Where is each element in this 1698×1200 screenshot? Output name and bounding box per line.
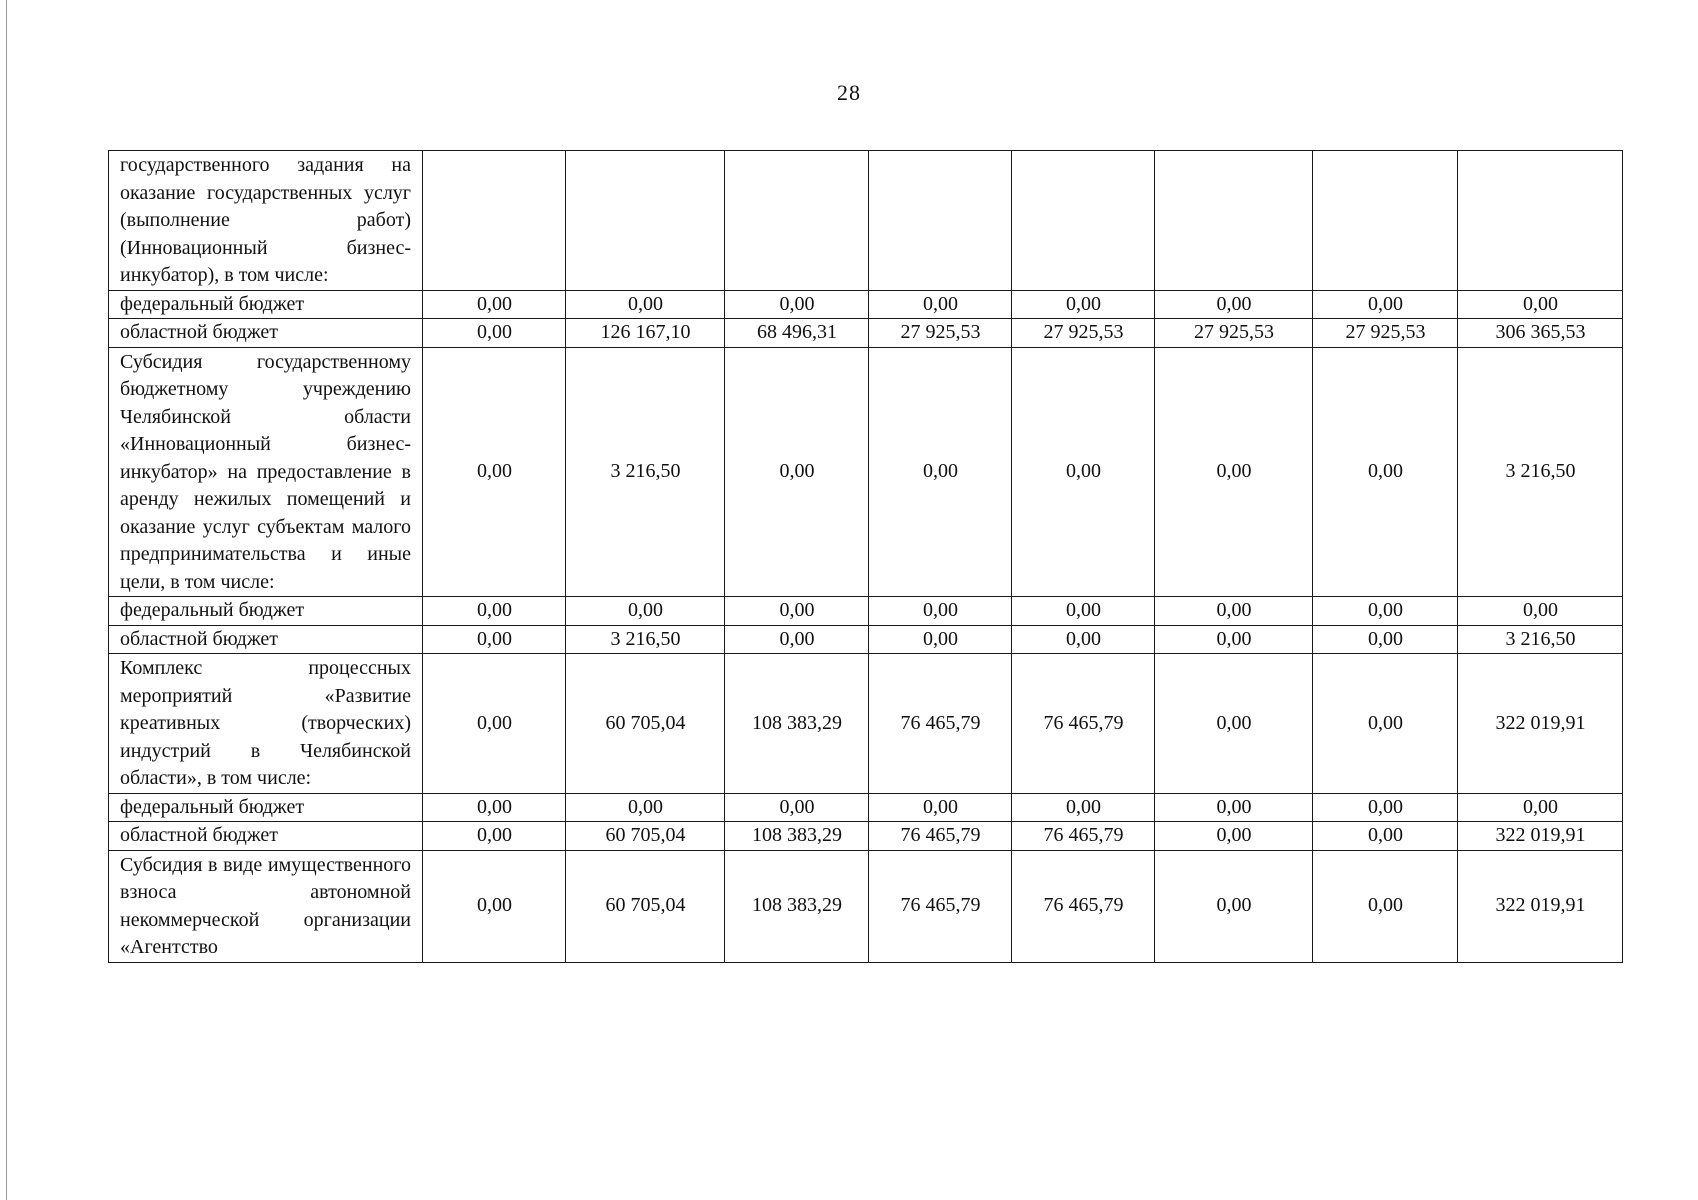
table-cell (1313, 151, 1458, 291)
table-row (109, 793, 1623, 822)
table-cell: 76 465,79 (869, 822, 1012, 851)
table-cell: 322 019,91 (1458, 654, 1623, 794)
table-cell: 306 365,53 (1458, 319, 1623, 348)
table-cell: 3 216,50 (1458, 347, 1623, 597)
table-cell: 0,00 (869, 625, 1012, 654)
table-cell (869, 151, 1012, 291)
table-cell: 0,00 (725, 625, 869, 654)
table-cell: 0,00 (1313, 347, 1458, 597)
table-cell (566, 151, 725, 291)
table-cell: 3 216,50 (566, 347, 725, 597)
table-cell: 108 383,29 (725, 850, 869, 962)
table-cell: 0,00 (1313, 793, 1458, 822)
table-cell: 0,00 (566, 793, 725, 822)
table-cell: 60 705,04 (566, 850, 725, 962)
row-label: областной бюджет (109, 822, 423, 851)
row-label: Субсидия в виде имущественного взноса автономной некоммерческой организации «Агентство (109, 850, 423, 962)
table-cell: 76 465,79 (1012, 850, 1155, 962)
table-row (109, 850, 1623, 962)
budget-table (108, 150, 1623, 963)
table-cell: 0,00 (1155, 625, 1313, 654)
table-cell: 0,00 (869, 597, 1012, 626)
row-label: федеральный бюджет (109, 597, 423, 626)
table-cell: 0,00 (1313, 850, 1458, 962)
table-cell: 27 925,53 (1012, 319, 1155, 348)
table-cell: 60 705,04 (566, 822, 725, 851)
table-cell: 0,00 (1458, 793, 1623, 822)
table-cell: 27 925,53 (1155, 319, 1313, 348)
table-row (109, 347, 1623, 597)
table-cell: 126 167,10 (566, 319, 725, 348)
table-row (109, 151, 1623, 291)
table-cell: 76 465,79 (1012, 654, 1155, 794)
row-label: областной бюджет (109, 319, 423, 348)
table-cell: 108 383,29 (725, 654, 869, 794)
table-cell: 0,00 (1012, 625, 1155, 654)
table-cell: 0,00 (1155, 654, 1313, 794)
table-cell: 0,00 (869, 793, 1012, 822)
table-cell: 27 925,53 (869, 319, 1012, 348)
row-label: федеральный бюджет (109, 793, 423, 822)
table-cell (1458, 151, 1623, 291)
table-cell: 0,00 (566, 290, 725, 319)
table-cell: 0,00 (1313, 822, 1458, 851)
table-cell: 108 383,29 (725, 822, 869, 851)
table-cell: 0,00 (423, 290, 566, 319)
table-cell: 0,00 (1458, 290, 1623, 319)
table-cell: 3 216,50 (566, 625, 725, 654)
table-cell: 3 216,50 (1458, 625, 1623, 654)
table-cell: 0,00 (423, 597, 566, 626)
row-label: государственного задания на оказание государственных услуг (выполнение работ) (Инновационный бизнес-инкубатор), в том числе: (109, 151, 423, 291)
table-cell: 0,00 (423, 654, 566, 794)
row-label: Комплекс процессных мероприятий «Развитие креативных (творческих) индустрий в Челябинской области», в том числе: (109, 654, 423, 794)
table-cell (1012, 151, 1155, 291)
table-cell: 76 465,79 (869, 850, 1012, 962)
table-cell: 0,00 (1155, 347, 1313, 597)
table-row (109, 822, 1623, 851)
table-cell: 0,00 (869, 290, 1012, 319)
table-cell: 0,00 (725, 597, 869, 626)
table-cell: 322 019,91 (1458, 850, 1623, 962)
table-row (109, 290, 1623, 319)
table-cell: 0,00 (423, 347, 566, 597)
table-cell: 0,00 (1155, 793, 1313, 822)
table-cell: 0,00 (1313, 654, 1458, 794)
table-cell: 0,00 (725, 793, 869, 822)
table-cell: 60 705,04 (566, 654, 725, 794)
table-cell: 322 019,91 (1458, 822, 1623, 851)
table-cell: 0,00 (423, 625, 566, 654)
table-cell: 0,00 (725, 347, 869, 597)
table-cell: 68 496,31 (725, 319, 869, 348)
table-cell: 0,00 (423, 850, 566, 962)
table-cell: 0,00 (869, 347, 1012, 597)
row-label: областной бюджет (109, 625, 423, 654)
table-cell (423, 151, 566, 291)
table-cell: 0,00 (1155, 597, 1313, 626)
table-cell: 76 465,79 (869, 654, 1012, 794)
row-label: федеральный бюджет (109, 290, 423, 319)
table-cell: 0,00 (1012, 347, 1155, 597)
table-cell: 0,00 (1012, 793, 1155, 822)
table-cell (725, 151, 869, 291)
table-cell: 0,00 (566, 597, 725, 626)
table-row (109, 597, 1623, 626)
table-cell: 0,00 (1313, 625, 1458, 654)
table-cell: 27 925,53 (1313, 319, 1458, 348)
row-label: Субсидия государственному бюджетному учреждению Челябинской области «Инновационный бизнес-инкубатор» на предоставление в аренду нежилых помещений и оказание услуг субъектам малого предпринимательства и иные цели, в том числе: (109, 347, 423, 597)
table-cell: 0,00 (423, 822, 566, 851)
page-edge-line (6, 0, 7, 1200)
page-number: 28 (837, 80, 861, 105)
table-row (109, 319, 1623, 348)
table-cell: 0,00 (1155, 290, 1313, 319)
table-cell: 76 465,79 (1012, 822, 1155, 851)
table-cell: 0,00 (1155, 822, 1313, 851)
table-cell: 0,00 (1012, 597, 1155, 626)
table-cell: 0,00 (1155, 850, 1313, 962)
table-cell: 0,00 (1012, 290, 1155, 319)
table-cell: 0,00 (423, 319, 566, 348)
table-row (109, 654, 1623, 794)
table-cell: 0,00 (1458, 597, 1623, 626)
table-cell: 0,00 (1313, 597, 1458, 626)
table-cell: 0,00 (1313, 290, 1458, 319)
table-row (109, 625, 1623, 654)
table-cell (1155, 151, 1313, 291)
table-cell: 0,00 (423, 793, 566, 822)
table-cell: 0,00 (725, 290, 869, 319)
